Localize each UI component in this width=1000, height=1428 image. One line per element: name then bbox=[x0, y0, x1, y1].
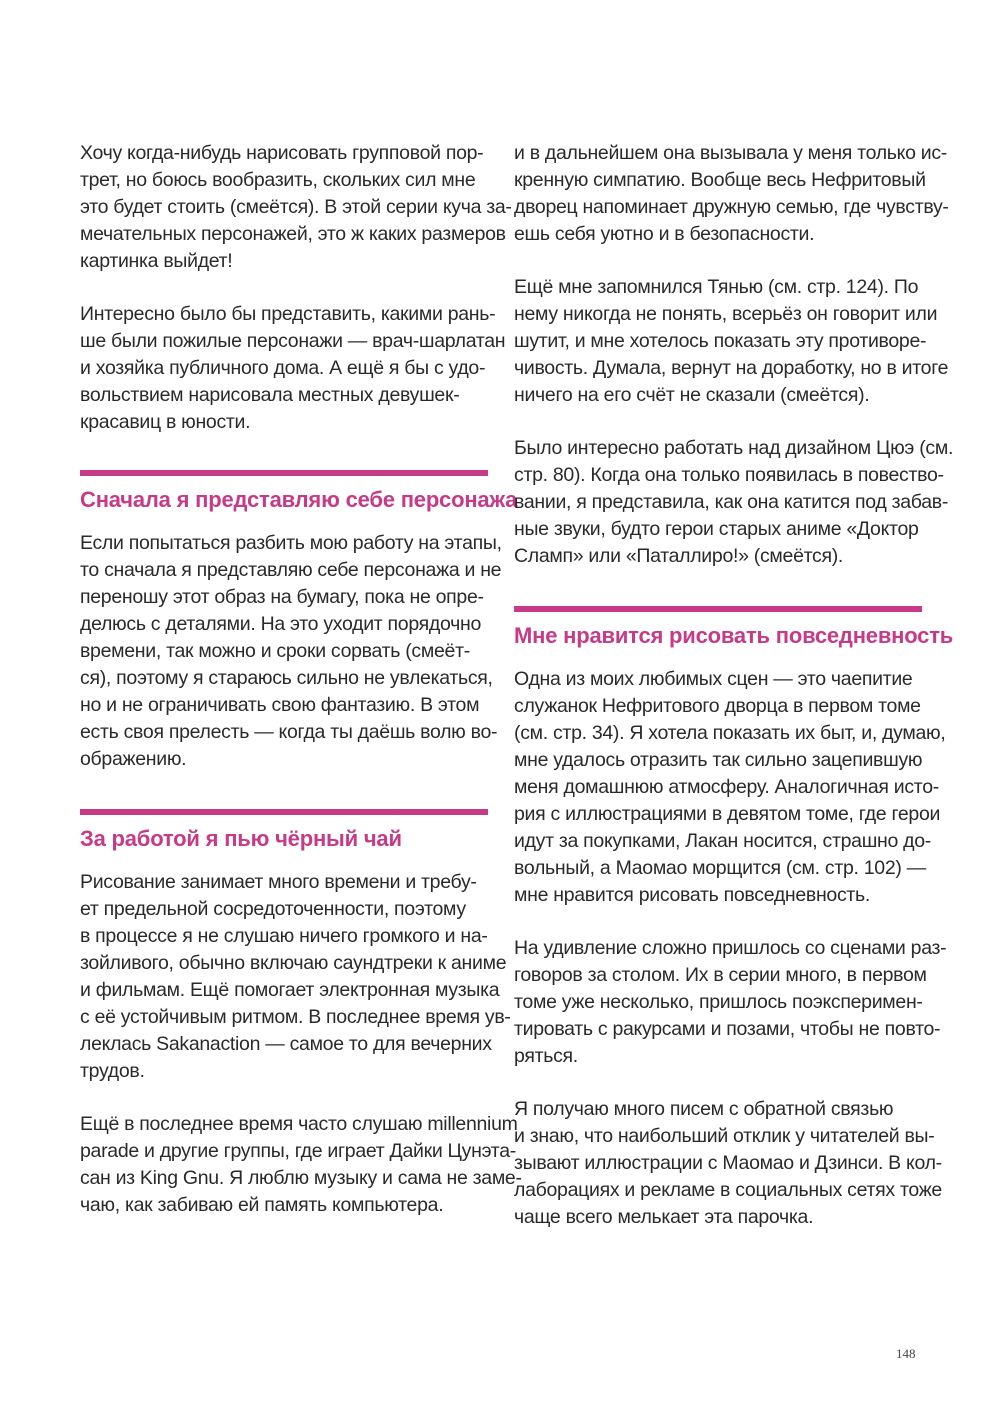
text-line: Интересно было бы представить, какими рань- bbox=[80, 303, 496, 325]
section-heading: Сначала я представляю себе персонажа bbox=[80, 487, 518, 512]
text-line: трудов. bbox=[80, 1060, 145, 1082]
text-line: кренную симпатию. Вообще весь Нефритовый bbox=[514, 169, 926, 191]
paragraph bbox=[514, 1096, 942, 1231]
text-line: тировать с ракурсами и позами, чтобы не повто- bbox=[514, 1018, 941, 1040]
paragraph bbox=[514, 935, 947, 1070]
text-line: говоров за столом. Их в серии много, в первом bbox=[514, 964, 927, 986]
text-line: ображению. bbox=[80, 748, 187, 770]
paragraph bbox=[80, 301, 506, 436]
text-line: ет предельной сосредоточенности, поэтому bbox=[80, 898, 466, 920]
text-line: стр. 80). Когда она только появилась в повество- bbox=[514, 464, 944, 486]
text-line: шутит, и мне хотелось показать эту противоре- bbox=[514, 330, 927, 352]
text-line: зывают иллюстрации с Маомао и Дзинси. В кол- bbox=[514, 1152, 942, 1174]
text-line: ше были пожилые персонажи — врач-шарлатан bbox=[80, 330, 506, 352]
text-line: то сначала я представляю себе персонажа и не bbox=[80, 559, 502, 581]
text-line: дворец напоминает дружную семью, где чувству- bbox=[514, 196, 949, 218]
text-line: рия с иллюстрациями в девятом томе, где герои bbox=[514, 803, 941, 825]
text-line: На удивление сложно пришлось со сценами раз- bbox=[514, 937, 947, 959]
page-number: 148 bbox=[896, 1346, 916, 1361]
text-line: Ещё мне запомнился Тянью (см. стр. 124). По bbox=[514, 276, 919, 298]
text-line: мне удалось отразить так сильно зацепившую bbox=[514, 749, 923, 771]
text-line: Ещё в последнее время часто слушаю millennium bbox=[80, 1113, 518, 1135]
text-line: есть своя прелесть — когда ты даёшь волю во- bbox=[80, 721, 498, 743]
text-line: Было интересно работать над дизайном Цюэ (см. bbox=[514, 437, 954, 459]
text-line: времени, так можно и сроки сорвать (смеёт- bbox=[80, 640, 470, 662]
text-line: Я получаю много писем с обратной связью bbox=[514, 1098, 894, 1120]
text-line: и в дальнейшем она вызывала у меня только ис- bbox=[514, 142, 947, 164]
text-line: Одна из моих любимых сцен — это чаепитие bbox=[514, 668, 913, 690]
text-line: ничего на его счёт не сказали (смеётся). bbox=[514, 384, 870, 406]
paragraph bbox=[80, 869, 511, 1085]
text-line: и хозяйка публичного дома. А ещё я бы с удо- bbox=[80, 357, 486, 379]
text-line: переношу этот образ на бумагу, пока не опре- bbox=[80, 586, 484, 608]
paragraph bbox=[80, 1111, 522, 1219]
text-line: ся), поэтому я стараюсь сильно не увлекаться, bbox=[80, 667, 493, 689]
text-line: но и не ограничивать свою фантазию. В этом bbox=[80, 694, 480, 716]
text-line: томе уже несколько, пришлось поэксперимен- bbox=[514, 991, 923, 1013]
text-line: Рисование занимает много времени и требу- bbox=[80, 871, 477, 893]
text-line: нему никогда не понять, всерьёз он говорит или bbox=[514, 303, 938, 325]
text-line: parade и другие группы, где играет Дайки Цунэта- bbox=[80, 1140, 516, 1162]
right-column bbox=[514, 140, 954, 1231]
text-line: леклась Sakanaction — самое то для вечерних bbox=[80, 1033, 492, 1055]
text-line: в процессе я не слушаю ничего громкого и на- bbox=[80, 925, 488, 947]
text-line: зойливого, обычно включаю саундтреки к аниме bbox=[80, 952, 507, 974]
text-line: мне нравится рисовать повседневность. bbox=[514, 884, 871, 906]
paragraph bbox=[514, 666, 946, 909]
text-line: вольный, а Маомао морщится (см. стр. 102) — bbox=[514, 857, 926, 879]
text-line: с её устойчивым ритмом. В последнее время ув- bbox=[80, 1006, 511, 1028]
text-line: трет, но боюсь вообразить, скольких сил мне bbox=[80, 169, 476, 191]
text-line: (см. стр. 34). Я хотела показать их быт, и, думаю, bbox=[514, 722, 946, 744]
text-line: Если попытаться разбить мою работу на этапы, bbox=[80, 532, 502, 554]
text-line: меня домашнюю атмосферу. Аналогичная исто- bbox=[514, 776, 939, 798]
paragraph bbox=[514, 435, 954, 570]
text-line: чаще всего мелькает эта парочка. bbox=[514, 1206, 814, 1228]
text-line: ешь себя уютно и в безопасности. bbox=[514, 223, 815, 245]
text-line: лаборациях и рекламе в социальных сетях тоже bbox=[514, 1179, 942, 1201]
paragraph bbox=[80, 140, 512, 275]
paragraph bbox=[80, 530, 502, 773]
text-line: мечательных персонажей, это ж каких размеров bbox=[80, 223, 506, 245]
text-line: служанок Нефритового дворца в первом томе bbox=[514, 695, 921, 717]
text-line: красавиц в юности. bbox=[80, 411, 251, 433]
text-line: ные звуки, будто герои старых аниме «Доктор bbox=[514, 518, 919, 540]
text-line: сан из King Gnu. Я люблю музыку и сама не заме- bbox=[80, 1167, 522, 1189]
left-column bbox=[80, 140, 522, 1219]
text-line: чаю, как забиваю ей память компьютера. bbox=[80, 1194, 444, 1216]
text-line: идут за покупками, Лакан носится, страшно до- bbox=[514, 830, 931, 852]
text-line: это будет стоить (смеётся). В этой серии куча за- bbox=[80, 196, 512, 218]
text-line: и знаю, что наибольший отклик у читателей вы- bbox=[514, 1125, 935, 1147]
text-line: вольствием нарисовала местных девушек- bbox=[80, 384, 460, 406]
text-line: чивость. Думала, вернут на доработку, но в итоге bbox=[514, 357, 949, 379]
text-line: картинка выйдет! bbox=[80, 250, 233, 272]
section-heading: За работой я пью чёрный чай bbox=[80, 826, 402, 851]
paragraph bbox=[514, 274, 949, 409]
paragraph bbox=[514, 140, 949, 248]
text-line: вании, я представила, как она катится под забав- bbox=[514, 491, 949, 513]
text-line: ряться. bbox=[514, 1045, 578, 1067]
text-line: делюсь с деталями. На это уходит порядочно bbox=[80, 613, 481, 635]
text-line: Сламп» или «Паталлиро!» (смеётся). bbox=[514, 545, 844, 567]
text-line: и фильмам. Ещё помогает электронная музыка bbox=[80, 979, 500, 1001]
text-line: Хочу когда-нибудь нарисовать групповой пор- bbox=[80, 142, 484, 164]
section-heading: Мне нравится рисовать повседневность bbox=[514, 623, 954, 648]
